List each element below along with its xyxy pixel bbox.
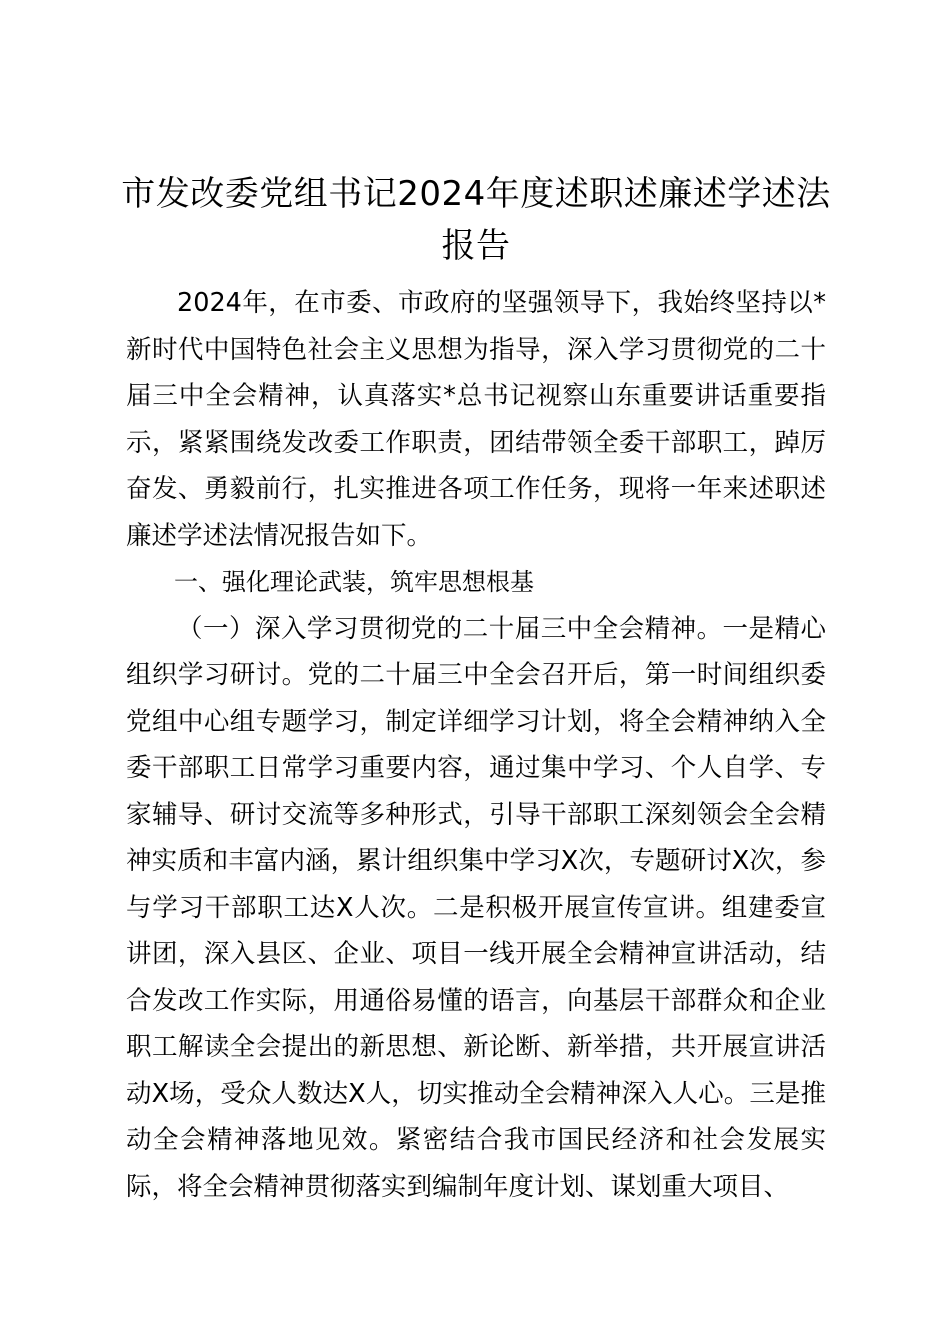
section-heading: 一、强化理论武装，筑牢思想根基 (174, 568, 534, 596)
intro-paragraph: 2024年，在市委、市政府的坚强领导下，我始终坚持以*新时代中国特色社会主义思想为指导，深入学习贯彻党的二十届三中全会精神，认真落实*总书记视察山东重要讲话重要指示，紧紧围绕发改委工作职责，团结带领全委干部职工，踔厉奋发、勇毅前行，扎实推进各项工作任务，现将一年来述职述廉述学述法情况报告如下。 (126, 288, 826, 551)
document-body (126, 280, 826, 1210)
document-title: 市发改委党组书记2024年度述职述廉述学述法报告 (121, 174, 831, 266)
section-paragraph: （一）深入学习贯彻党的二十届三中全会精神。一是精心组织学习研讨。党的二十届三中全会召开后，第一时间组织委党组中心组专题学习，制定详细学习计划，将全会精神纳入全委干部职工日常学习重要内容，通过集中学习、个人自学、专家辅导、研讨交流等多种形式，引导干部职工深刻领会全会精神实质和丰富内涵，累计组织集中学习X次，专题研讨X次，参与学习干部职工达X人次。二是积极开展宣传宣讲。组建委宣讲团，深入县区、企业、项目一线开展全会精神宣讲活动，结合发改工作实际，用通俗易懂的语言，向基层干部群众和企业职工解读全会提出的新思想、新论断、新举措，共开展宣讲活动X场，受众人数达X人，切实推动全会精神深入人心。三是推动全会精神落地见效。紧密结合我市国民经济和社会发展实际，将全会精神贯彻落实到编制年度计划、谋划重大项目、 (126, 613, 826, 1202)
